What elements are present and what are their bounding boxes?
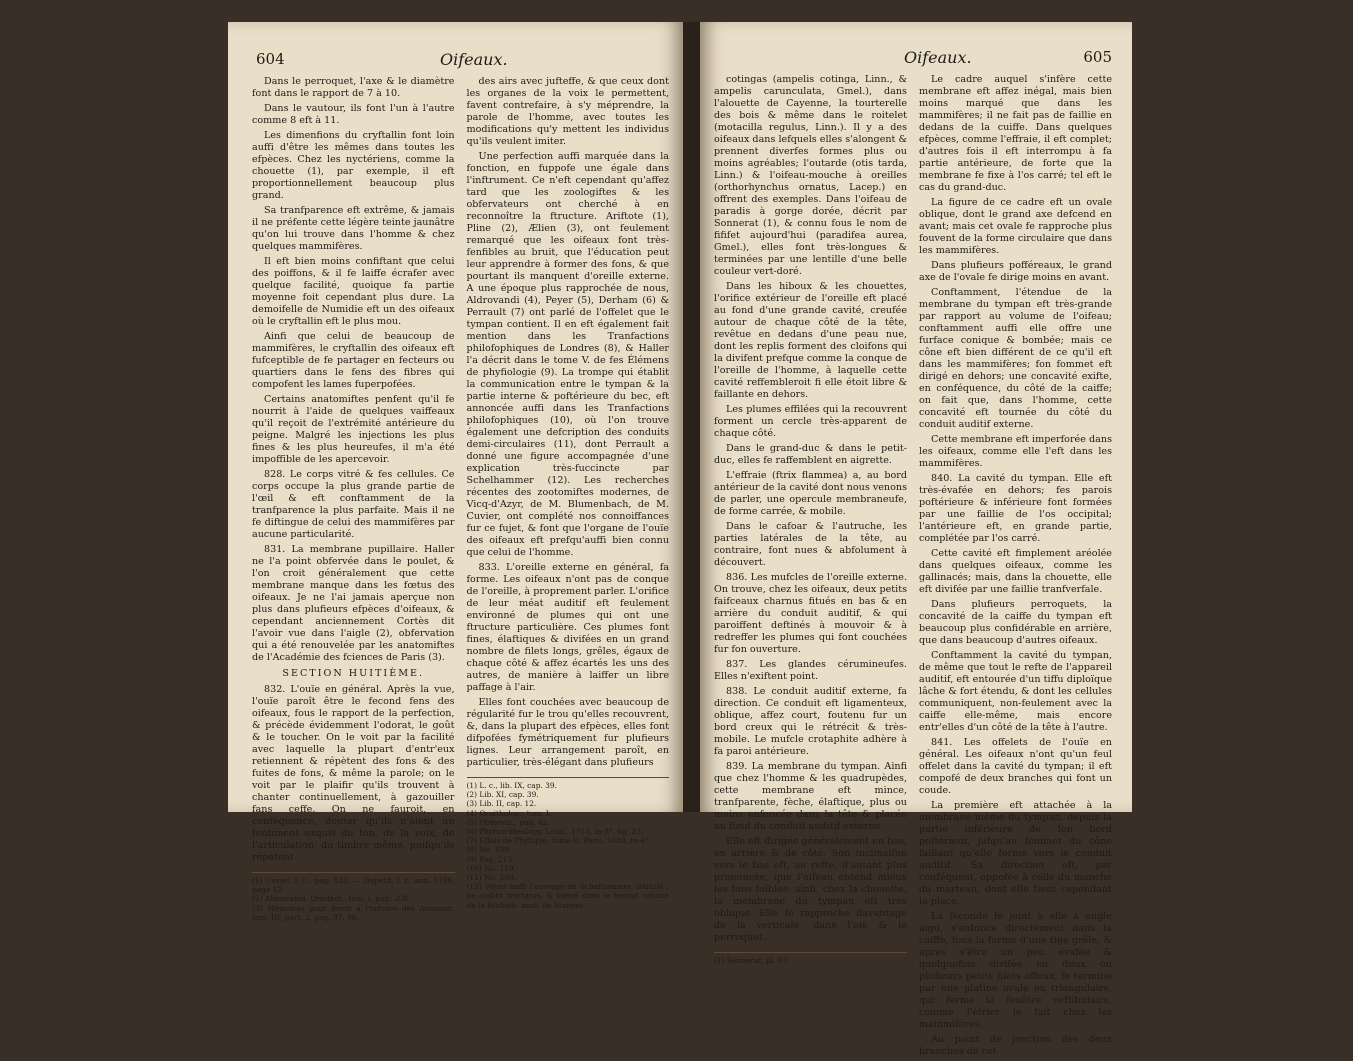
paragraph: Conftamment, l'étendue de la membrane du tympan eft très-grande par rapport au volume de l'oifeau; conftamment auffi elle offre une furface conique & bombée; mais ce cône eft bien différent de ce qu'il eft dans les mammifères; fon fommet eft dirigé en dehors; une concavité exifte, en conféquence, du côté de la caiffe; on fait que, dans l'homme, cette concavité eft tournée du côté du conduit auditif externe. — [919, 287, 1112, 430]
paragraph: La feconde fe joint à elle à angle aigu, s'enfonce directement dans la caiffe, fous la forme d'une tige grêle, & après s'être un peu évafée & quelquefois divifée en deux ou plufieurs petits filets offeux, fe termine par une platine ovale ou triangulaire, qui ferme la fenêtre veftibulaire, comme l'étrier le fait chez les mammifères. — [919, 911, 1112, 1030]
footnotes — [714, 952, 907, 965]
paragraph: Dans le vautour, ils font l'un à l'autre comme 8 eft à 11. — [252, 103, 455, 126]
footnote: (7) Effais de Phyfique, tome II, Paris, 1680, in-4°. — [466, 836, 651, 846]
paragraph: Dans les hiboux & les chouettes, l'orifice extérieur de l'oreille eft placé au fond d'une grande cavité, creufée autour de chaque côté de la tête, revêtue en dedans d'une peau nue, dont les replis forment des cloifons qui la divifent prefque comme la conque de l'oreille de l'homme, à laquelle cette cavité reffembleroit fi elle étoit libre & faillante en dehors. — [714, 281, 907, 400]
paragraph: 833. L'oreille externe en général, fa forme. Les oifeaux n'ont pas de conque de l'oreille, à proprement parler. L'orifice de leur méat auditif eft feulement environné de plumes qui ont une ftructure particulière. Ces plumes font fines, élaftiques & divifées en un grand nombre de filets longs, grêles, égaux de chaque côté & affez écartés les uns des autres, de manière à laiffer un libre paffage à l'air. — [466, 562, 669, 693]
footnote: (1) Sonnerat, pl. 97. — [714, 956, 790, 965]
left-column-2 — [467, 76, 670, 922]
footnote: (10) No. 119. — [466, 863, 516, 873]
paragraph: Une perfection auffi marquée dans la fonction, en fuppofe une égale dans l'inftrument. Ce n'eft cependant qu'affez tard que les zoologiftes & les obfervateurs ont cherché à en reconnoître la ftructure. Ariftote (1), Pline (2), Ælien (3), ont feulement remarqué que les oifeaux font très-fenfibles au bruit, que l'éducation peut leur apprendre à former des fons, & que pourtant ils manquent d'oreille externe. A une époque plus rapprochée de nous, Aldrovandi (4), Peyer (5), Derham (6) & Perrault (7) ont parlé de l'offelet que le tympan contient. Il en eft également fait mention dans les Tranfactions philofophiques de Londres (8), & Haller l'a décrit dans le tome V. de fes Élémens de phyfiologie (9). La trompe qui établit la communication entre le tympan & la partie interne & poftérieure du bec, eft annoncée auffi dans les Tranfactions philofophiques (10), où l'on trouve également une defcription des conduits demi-circulaires (11), dont Perrault a donné une figure accompagnée d'une explication très-fuccincte par Schelhammer (12). Les recherches récentes des zootomiftes modernes, de Vicq-d'Azyr, de M. Blumenbach, de M. Cuvier, ont complété nos connoiffances fur ce fujet, & font que l'organe de l'ouïe des oifeaux eft prefqu'auffi bien connu que celui de l'homme. — [466, 151, 669, 558]
paragraph: Cette membrane eft imperforée dans les oifeaux, comme elle l'eft dans les mammifères. — [919, 434, 1112, 469]
section-heading: SECTION HUITIÈME. — [282, 668, 425, 679]
right-columns — [714, 74, 1112, 1061]
paragraph: Le cadre auquel s'infère cette membrane eft affez inégal, mais bien moins marqué que dans les mammifères; il ne fait pas de faillie en dedans de la cuiffe. Dans quelques efpèces, comme l'effraie, il eft complet; d'autres fois il eft interrompu à fa partie antérieure, de forte que la membrane fe fixe à l'os carré; tel eft le cas du grand-duc. — [919, 74, 1112, 193]
footnote: (1) Cuvier, l. c., pag. 130. — Dupetit, l. c. ann. 1730, page 12. — [252, 876, 455, 895]
right-column-1 — [714, 74, 907, 1061]
paragraph: cotingas (ampelis cotinga, Linn., & ampelis carunculata, Gmel.), dans l'alouette de Cayenne, la tourterelle des bois & même dans le roitelet (motacilla regulus, Linn.). Il y a des oifeaux dans lefquels elles s'alongent & prennent diverfes formes plus ou moins agréables; l'outarde (otis tarda, Linn.) & l'oifeau-mouche à oreilles (orthorhynchus ornatus, Lacep.) en offrent des exemples. Dans l'oifeau de paradis à gorge dorée, décrit par Sonnerat (1), & connu fous le nom de fififet aujourd'hui (paradifea aurea, Gmel.), elles font très-longues & terminées par une lentille d'une belle couleur vert-doré. — [714, 74, 907, 277]
paragraph: Dans plufieurs perroquets, la concavité de la caiffe du tympan eft beaucoup plus confidérable en arrière, que dans beaucoup d'autres oifeaux. — [919, 599, 1112, 646]
paragraph: Il eft bien moins confiftant que celui des poiffons, & il fe laiffe écrafer avec quelque facilité, quoique fa partie moyenne foit cependant plus dure. La demoifelle de Numidie eft un des oifeaux où le cryftallin eft le plus mou. — [252, 256, 455, 327]
paragraph: Elles font couchées avec beaucoup de régularité fur le trou qu'elles recouvrent, &, dans la plupart des efpèces, elles font difpofées fymétriquement fur plufieurs lignes. Leur arrangement paroît, en particulier, très-élégant dans plufieurs — [466, 697, 669, 768]
footnote: (3) Lib. II, cap. 12. — [466, 799, 537, 809]
paragraph: Dans plufieurs pofféreaux, le grand axe de l'ovale fe dirige moins en avant. — [919, 260, 1112, 283]
footnote: (12) Voyez auffi l'ouvrage de Schelhammer, intitulé : de auditu tractatus, & inféré dans le fecond volume de la Biblioth. anat. de Manget. — [466, 882, 669, 910]
paragraph: L'effraie (ftrix flammea) a, au bord antérieur de la cavité dont nous venons de parler, une opercule membraneufe, de forme carrée, & mobile. — [714, 470, 907, 517]
footnote: (6) Phyfico-theology, Lond., 1713, in-8°. fig. 23. — [466, 827, 644, 837]
paragraph: Dans le cafoar & l'autruche, les parties latérales de la tête, au contraire, font nues & abfolument à découvert. — [714, 521, 907, 568]
paragraph: Les plumes effilées qui la recouvrent forment un cercle très-apparent de chaque côté. — [714, 404, 907, 439]
paragraph: 836. Les mufcles de l'oreille externe. On trouve, chez les oifeaux, deux petits faifceaux charnus fitués en bas & en arrière du conduit auditif, & qui paroiffent deftinés à mouvoir & à redreffer les plumes qui font couchées fur fon ouverture. — [714, 572, 907, 655]
right-column-2 — [919, 74, 1112, 1061]
paragraph: Sa tranfparence eft extrême, & jamais il ne préfente cette légère teinte jaunâtre qu'on lui trouve dans l'homme & chez quelques mammifères. — [252, 205, 455, 252]
right-running-title: Oifeaux. — [904, 48, 972, 67]
paragraph: Dans le perroquet, l'axe & le diamètre font dans le rapport de 7 à 10. — [252, 76, 455, 99]
paragraph: Elle eft dirigée généralement en bas, en arrière & de côté. Son inclinaifon vers le bas eft, au refte, d'autant plus prononcée, que l'oifeau entend mieux les fons foibles; ainfi, chez la chouette, la membrane du tympan eft très oblique. Elle fe rapproche davantage de la verticale, dans l'oie & le perroquet. — [714, 836, 907, 943]
paragraph: Ainfi que celui de beaucoup de mammifères, le cryftallin des oifeaux eft fufceptible de fe partager en fecteurs ou quartiers dans le fens des fibres qui compofent les lames fuperpofées. — [252, 331, 455, 390]
paragraph: Dans le grand-duc & dans le petit-duc, elles fe raffemblent en aigrette. — [714, 443, 907, 466]
book-gutter — [683, 22, 700, 812]
footnotes — [467, 777, 670, 910]
paragraph: 838. Le conduit auditif externe, fa direction. Ce conduit eft ligamenteux, oblique, affez court, foutenu fur un bord creux qui le rétrécit & très-mobile. Le mufcle crotaphite adhère à fa paroi antérieure. — [714, 686, 907, 757]
paragraph: 839. La membrane du tympan. Ainfi que chez l'homme & les quadrupèdes, cette membrane eft mince, tranfparente, fèche, élaftique, plus ou moins enfoncée dans la tête & placée au fond du conduit auditif externe. — [714, 761, 907, 832]
left-page-number: 604 — [256, 50, 285, 68]
paragraph: 840. La cavité du tympan. Elle eft très-évafée en dehors; fes parois poftérieure & inférieure font formées par une faillie de l'os occipital; l'antérieure eft, en grande partie, complétée par l'os carré. — [919, 473, 1112, 544]
paragraph: La figure de ce cadre eft un ovale oblique, dont le grand axe defcend en avant; mais cet ovale fe rapproche plus fouvent de la forme circulaire que dans les mammifères. — [919, 197, 1112, 256]
paragraph: Cette cavité eft fimplement aréolée dans quelques oifeaux, comme les gallinacés; mais, dans la chouette, elle eft divifée par une faillie tranfverfale. — [919, 548, 1112, 595]
paragraph: Conftamment la cavité du tympan, de même que tout le refte de l'appareil auditif, eft entourée d'un tiffu diploïque lâche & fort étendu, & dont les cellules communiquent, non-feulement avec la caiffe elle-même, mais encore entr'elles d'un côté de la tête à l'autre. — [919, 650, 1112, 733]
left-columns — [252, 76, 669, 922]
left-running-head — [252, 50, 669, 72]
footnote: (11) No. 299. — [466, 873, 516, 883]
paragraph: Au point de jonction des deux branches de cet — [919, 1034, 1112, 1057]
footnotes — [252, 872, 455, 922]
right-page — [700, 22, 1132, 1057]
paragraph: 828. Le corps vitré & fes cellules. Ce corps occupe la plus grande partie de l'œil & eft conftamment de la tranfparence la plus parfaite. Mais il ne fe diftingue de celui des mammifères par aucune particularité. — [252, 469, 455, 540]
paragraph: Les dimenfions du cryftallin font loin auffi d'être les mêmes dans toutes les efpèces. Chez les nyctériens, comme la chouette (1), par exemple, il eft proportionnellement beaucoup plus grand. — [252, 130, 455, 201]
footnote: (2) Lib. XI, cap. 39. — [466, 790, 539, 800]
paragraph: 841. Les offelets de l'ouïe en général. Les oifeaux n'ont qu'un feul offelet dans la cavité du tympan; il eft compofé de deux branches qui font un coude. — [919, 737, 1112, 796]
footnote: (4) Ornitholog., tom. I. — [466, 808, 552, 818]
footnote: (2) Aldrovandi, Ornithol., tom. I, pag. 208. — [252, 894, 411, 904]
right-page-number: 605 — [1083, 48, 1112, 66]
paragraph: 837. Les glandes cérumineufes. Elles n'exiftent point. — [714, 659, 907, 682]
left-page — [228, 22, 683, 922]
paragraph: des airs avec jufteffe, & que ceux dont les organes de la voix le permettent, favent contrefaire, à s'y méprendre, la parole de l'homme, avec toutes les modifications qu'y mettent les individus qu'ils veulent imiter. — [466, 76, 669, 147]
paragraph: 832. L'ouïe en général. Après la vue, l'ouïe paroît être le fecond fens des oifeaux, fous le rapport de la perfection, & précède évidemment l'odorat, le goût & le toucher. On le voit par la facilité avec laquelle la plupart d'entr'eux retiennent & répètent des fons & des fuites de fons, & même la parole; on le voit par le plaifir qu'ils trouvent à chanter continuellement, à gazouiller fans ceffe. On ne fauroit, en conféquence, douter qu'ils n'aient un fentiment exquis du ton, de la voix, de l'articulation, du timbre même, puifqu'ils répètent — [252, 684, 455, 863]
footnote: (1) L. c., lib. IX, cap. 39. — [466, 781, 557, 790]
paragraph: La première eft attachée à la membrane même du tympan, depuis la partie inférieure de fon bord poftérieur, jufqu'au fommet du cône faillant qu'elle forme vers le conduit auditif. Sa direction eft, par conféquent, oppofée à celle du manche du marteau, dont elle tient cependant la place. — [919, 800, 1112, 907]
left-column-1 — [252, 76, 455, 922]
paragraph: 831. La membrane pupillaire. Haller ne l'a point obfervée dans le poulet, & l'on croit généralement que cette membrane manque dans les fœtus des oifeaux. Je ne l'ai jamais aperçue non plus dans plufieurs efpèces d'oifeaux, & cependant anciennement Cortès dit l'avoir vue dans l'aigle (2), obfervation qui a été renouvelée par les anatomiftes de l'Académie des fciences de Paris (3). — [252, 544, 455, 663]
footnote: (5) Obfervat., pag. 42. — [466, 817, 550, 827]
footnote: (3) Mémoires pour fervir à l'hiftoire des Animaux, tom. III, part. 2, pag. 97, 98. — [252, 903, 455, 922]
footnote: (9) Pag. 213. — [466, 854, 515, 864]
left-running-title: Oifeaux. — [440, 50, 508, 69]
footnote: (8) No. 199. — [466, 845, 512, 855]
paragraph: Certains anatomiftes penfent qu'il fe nourrit à l'aide de quelques vaiffeaux qu'il reçoit de l'extrémité antérieure du peigne. Malgré les injections les plus fines & les plus heureufes, il m'a été impoffible de les apercevoir. — [252, 394, 455, 465]
right-running-head — [714, 48, 1112, 70]
